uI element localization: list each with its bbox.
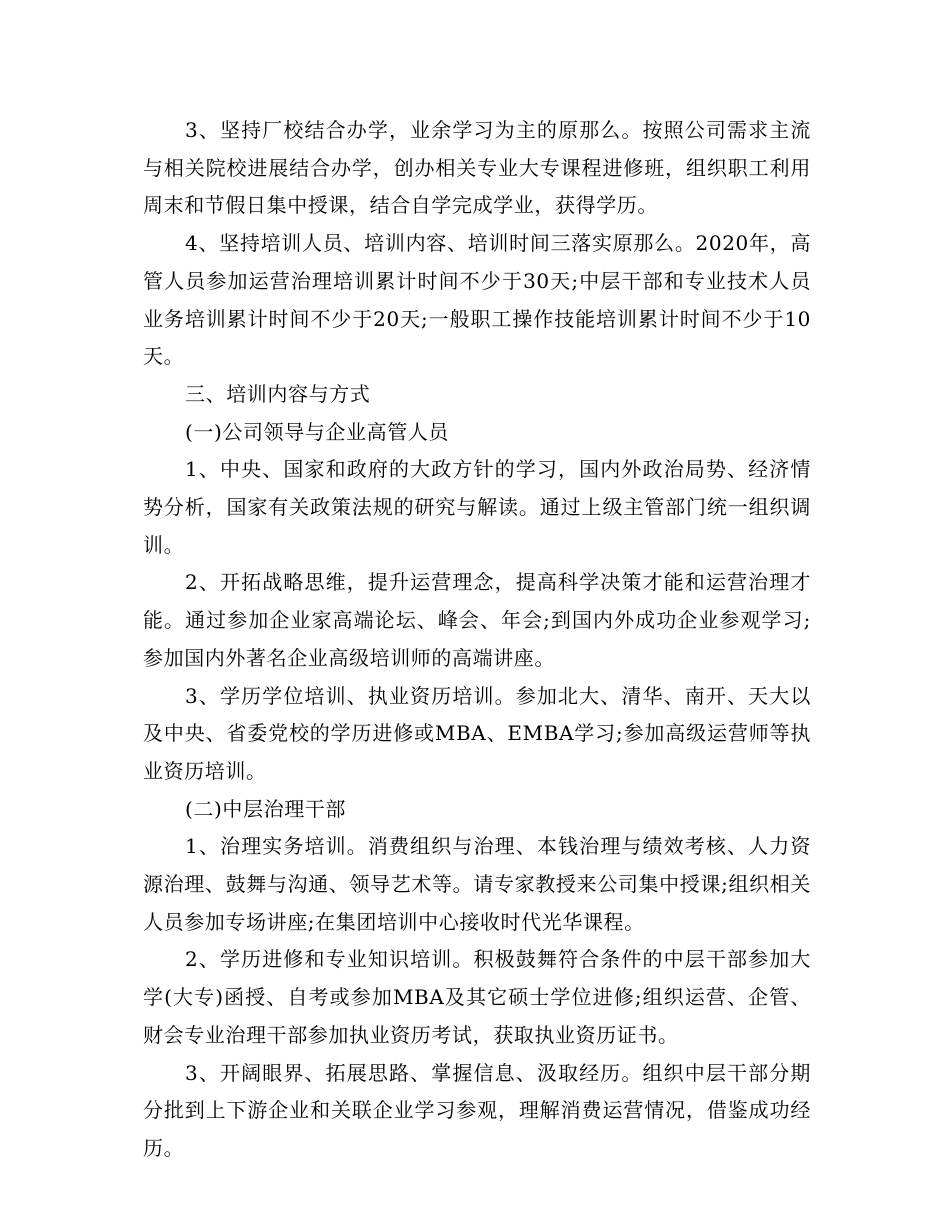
paragraph-senior-item-1: 1、中央、国家和政府的大政方针的学习，国内外政治局势、经济情势分析，国家有关政策法规的研究与解读。通过上级主管部门统一组织调训。 xyxy=(143,457,811,557)
paragraph-middle-item-1: 1、治理实务培训。消费组织与治理、本钱治理与绩效考核、人力资源治理、鼓舞与沟通、领导艺术等。请专家教授来公司集中授课;组织相关人员参加专场讲座;在集团培训中心接收时代光华课程。 xyxy=(143,834,811,934)
paragraph-middle-item-2: 2、学历进修和专业知识培训。积极鼓舞符合条件的中层干部参加大学(大专)函授、自考或参加MBA及其它硕士学位进修;组织运营、企管、财会专业治理干部参加执业资历考试，获取执业资历证书。 xyxy=(143,947,811,1047)
paragraph-senior-item-3: 3、学历学位培训、执业资历培训。参加北大、清华、南开、天大以及中央、省委党校的学历进修或MBA、EMBA学习;参加高级运营师等执业资历培训。 xyxy=(143,683,811,783)
paragraph-principle-4: 4、坚持培训人员、培训内容、培训时间三落实原那么。2020年，高管人员参加运营治理培训累计时间不少于30天;中层干部和专业技术人员业务培训累计时间不少于20天;一般职工操作技能培训累计时间不少于10天。 xyxy=(143,231,811,369)
paragraph-principle-3: 3、坚持厂校结合办学，业余学习为主的原那么。按照公司需求主流与相关院校进展结合办学，创办相关专业大专课程进修班，组织职工利用周末和节假日集中授课，结合自学完成学业，获得学历。 xyxy=(143,118,811,218)
document-page xyxy=(143,112,811,1168)
subsection-heading-middle-management: (二)中层治理干部 xyxy=(185,796,347,821)
paragraph-senior-item-2: 2、开拓战略思维，提升运营理念，提高科学决策才能和运营治理才能。通过参加企业家高端论坛、峰会、年会;到国内外成功企业参观学习;参加国内外著名企业高级培训师的高端讲座。 xyxy=(143,570,811,670)
subsection-heading-senior-management: (一)公司领导与企业高管人员 xyxy=(185,419,450,444)
section-heading-training-content: 三、培训内容与方式 xyxy=(185,381,371,406)
paragraph-middle-item-3: 3、开阔眼界、拓展思路、掌握信息、汲取经历。组织中层干部分期分批到上下游企业和关联企业学习参观，理解消费运营情况，借鉴成功经历。 xyxy=(143,1060,811,1160)
